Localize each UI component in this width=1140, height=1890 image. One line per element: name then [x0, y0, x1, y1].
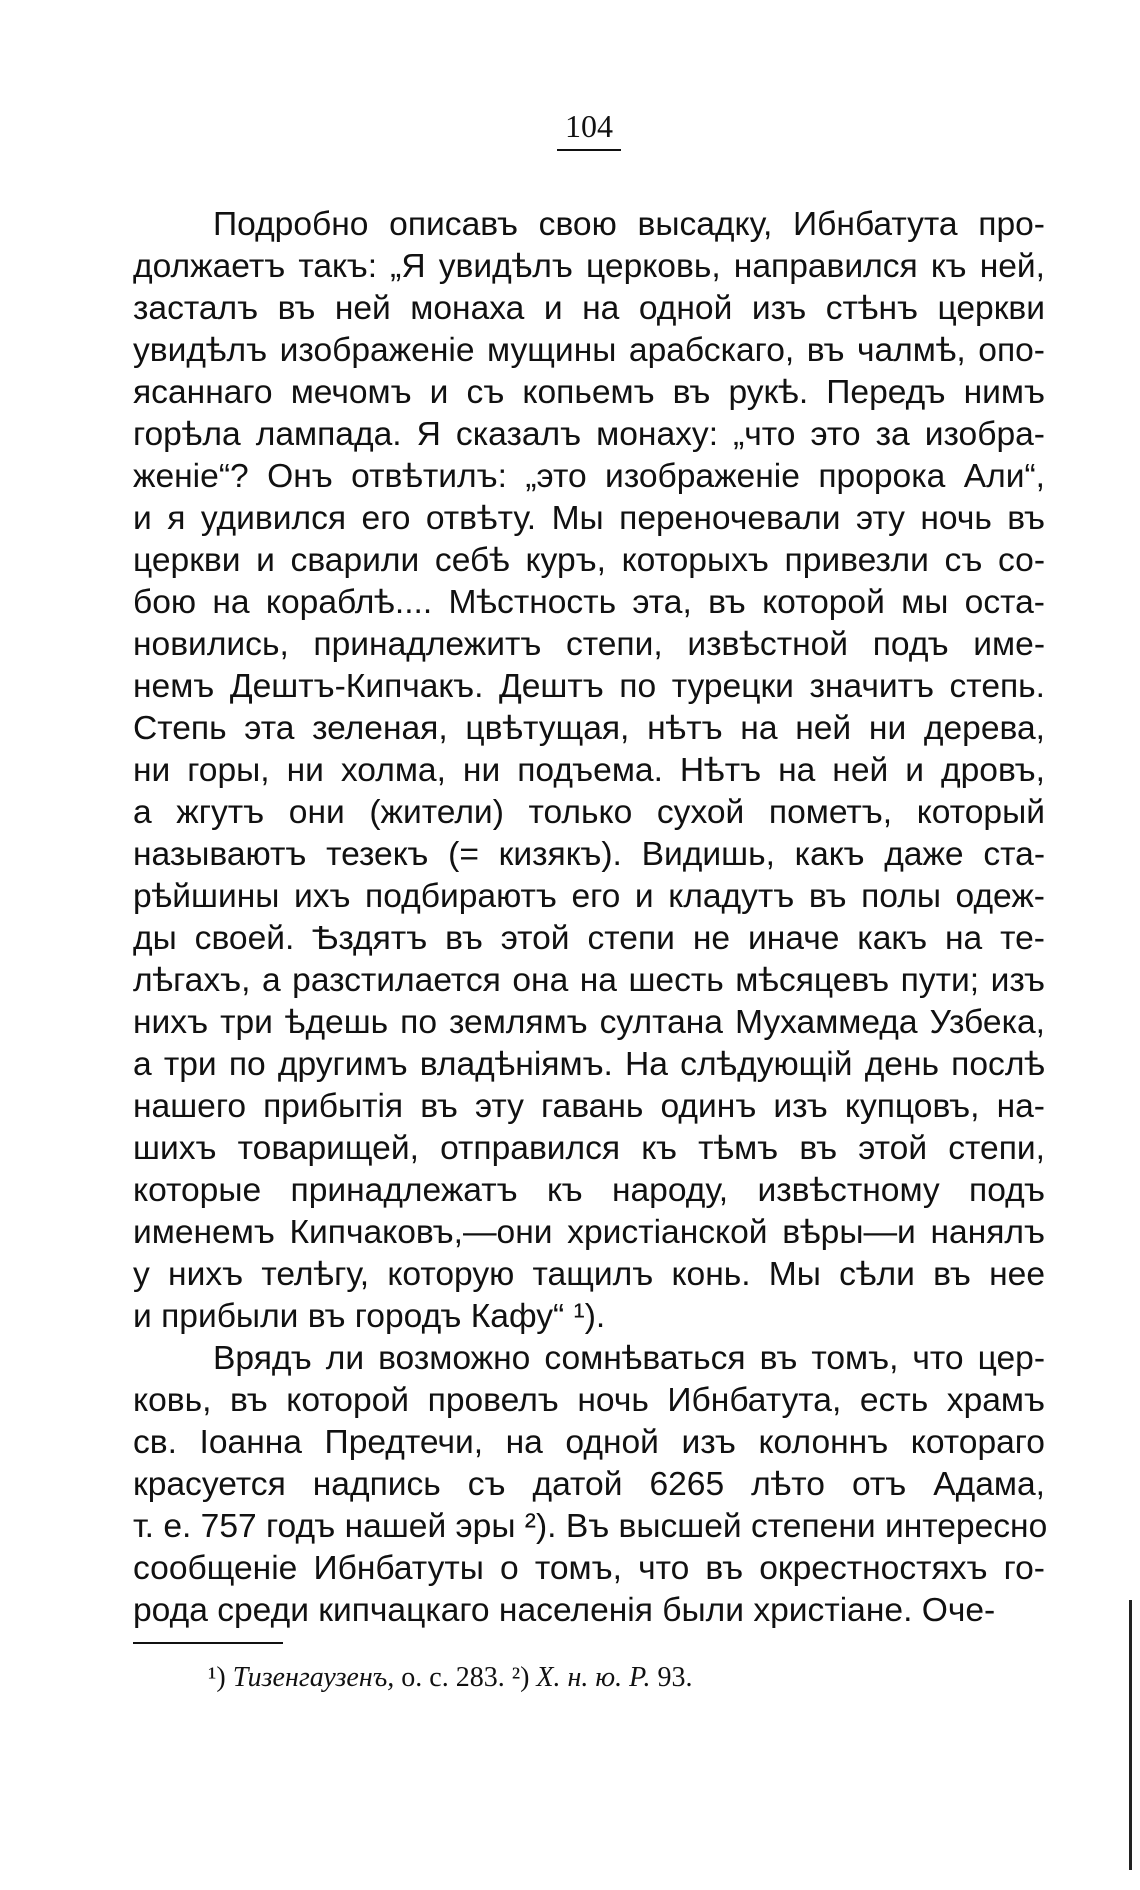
text-line: св. Іоанна Предтечи, на одной изъ колоннъ котораго: [133, 1424, 1045, 1461]
text-line: ковь, въ которой провелъ ночь Ибнбатута, есть храмъ: [133, 1382, 1045, 1419]
text-line: у нихъ телѣгу, которую тащилъ конь. Мы сѣли въ нее: [133, 1256, 1045, 1293]
text-line: именемъ Кипчаковъ,—они христіанской вѣры—и нанялъ: [133, 1214, 1045, 1251]
footnote-1-author: Тизенгаузенъ,: [232, 1662, 395, 1693]
text-line: бою на кораблѣ.... Мѣстность эта, въ которой мы оста-: [133, 584, 1045, 621]
text-line: которые принадлежатъ къ народу, извѣстному подъ: [133, 1172, 1045, 1209]
text-line: и я удивился его отвѣту. Мы переночевали эту ночь въ: [133, 500, 1045, 537]
paragraph-2: [133, 1338, 1048, 1632]
footnote-2-title: Х. н. ю. Р.: [536, 1662, 651, 1693]
text-line: новились, принадлежитъ степи, извѣстной подъ име-: [133, 626, 1045, 663]
footnotes: [208, 1662, 692, 1694]
page-number-text: 104: [557, 108, 621, 151]
text-line: церкви и сварили себѣ куръ, которыхъ привезли съ со-: [133, 542, 1045, 579]
footnote-1-rest: o. c. 283.: [401, 1662, 505, 1693]
text-line: Врядъ ли возможно сомнѣваться въ томъ, что цер-: [213, 1340, 1045, 1377]
text-line: ни горы, ни холма, ни подъема. Нѣтъ на ней и дровъ,: [133, 752, 1045, 789]
text-line: увидѣлъ изображеніе мущины арабскаго, въ чалмѣ, опо-: [133, 332, 1045, 369]
footnote-1-mark: ¹): [208, 1662, 226, 1693]
text-line: засталъ въ ней монаха и на одной изъ стѣнъ церкви: [133, 290, 1045, 327]
text-line: женіе“? Онъ отвѣтилъ: „это изображеніе пророка Али“,: [133, 458, 1045, 495]
text-line: нашего прибытія въ эту гавань одинъ изъ купцовъ, на-: [133, 1088, 1045, 1125]
text-line: немъ Дештъ-Кипчакъ. Дештъ по турецки значитъ степь.: [133, 668, 1045, 705]
text-line: рѣйшины ихъ подбираютъ его и кладутъ въ полы одеж-: [133, 878, 1045, 915]
text-line: шихъ товарищей, отправился къ тѣмъ въ этой степи,: [133, 1130, 1045, 1167]
footnote-2-rest: 93.: [657, 1662, 693, 1693]
text-line: Подробно описавъ свою высадку, Ибнбатута про-: [213, 206, 1045, 243]
footnote-divider: [133, 1642, 283, 1644]
text-line: рода среди кипчацкаго населенія были христіане. Оче-: [133, 1592, 996, 1629]
page-number: [0, 108, 1140, 151]
text-line: нихъ три ѣдешь по землямъ султана Мухаммеда Узбека,: [133, 1004, 1045, 1041]
page-edge-mark: [1129, 1600, 1132, 1870]
text-line: красуется надпись съ датой 6265 лѣто отъ Адама,: [133, 1466, 1045, 1503]
text-line: ясаннаго мечомъ и съ копьемъ въ рукѣ. Передъ нимъ: [133, 374, 1045, 411]
text-line: сообщеніе Ибнбатуты о томъ, что въ окрестностяхъ го-: [133, 1550, 1045, 1587]
footnote-2-mark: ²): [511, 1662, 530, 1693]
text-line: а три по другимъ владѣніямъ. На слѣдующій день послѣ: [133, 1046, 1045, 1083]
text-line: Степь эта зеленая, цвѣтущая, нѣтъ на ней ни дерева,: [133, 710, 1045, 747]
paragraph-1: [133, 204, 1045, 1338]
text-line: ды своей. Ѣздятъ въ этой степи не иначе какъ на те-: [133, 920, 1045, 957]
text-line: т. е. 757 годъ нашей эры ²). Въ высшей степени интересно: [133, 1508, 1048, 1545]
text-line: должаетъ такъ: „Я увидѣлъ церковь, направился къ ней,: [133, 248, 1045, 285]
text-line: и прибыли въ городъ Кафу“ ¹).: [133, 1298, 606, 1335]
text-line: а жгутъ они (жители) только сухой пометъ, который: [133, 794, 1045, 831]
text-line: горѣла лампада. Я сказалъ монаху: „что это за изобра-: [133, 416, 1045, 453]
text-line: называютъ тезекъ (= кизякъ). Видишь, какъ даже ста-: [133, 836, 1045, 873]
text-line: лѣгахъ, а разстилается она на шесть мѣсяцевъ пути; изъ: [133, 962, 1045, 999]
